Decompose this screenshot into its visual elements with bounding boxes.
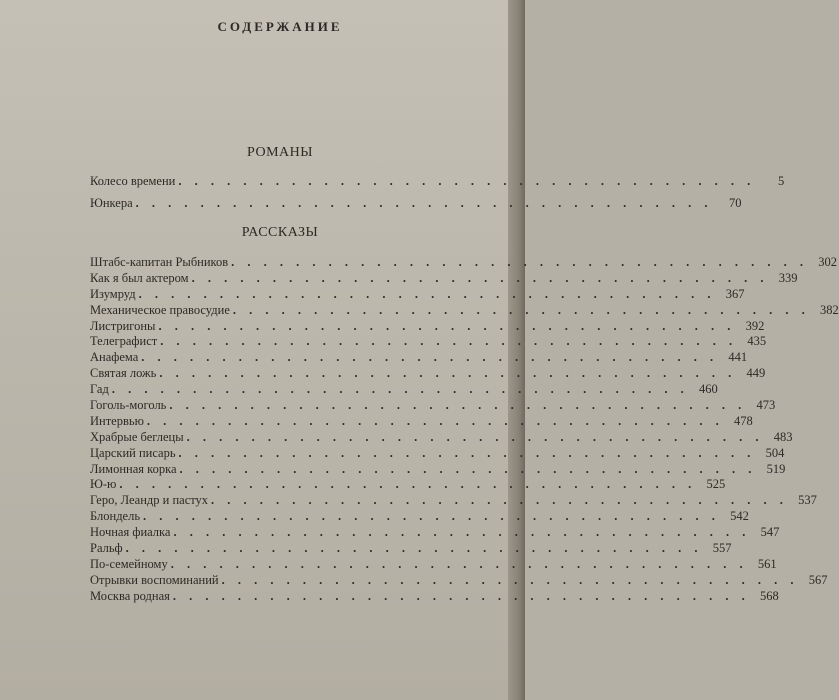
toc-entry — [90, 398, 776, 414]
toc-dot-leader: . . . . . . . . . . . . . . . . . . . . . . . . . . . . . . . . . . . . — [178, 445, 756, 460]
toc-entry-page: 382 — [820, 302, 839, 317]
toc-entry-page: 537 — [798, 493, 817, 508]
toc-entry-page: 70 — [729, 196, 742, 210]
toc-entry — [90, 366, 766, 382]
toc-entry-page: 473 — [756, 398, 776, 413]
toc-entry-page: 367 — [725, 286, 745, 301]
toc-entry-page: 567 — [808, 572, 828, 587]
toc-entry-title: Геро, Леандр и пастух — [90, 493, 209, 508]
toc-dot-leader: . . . . . . . . . . . . . . . . . . . . . . . . . . . . . . . . . . . . — [135, 196, 713, 210]
toc-dot-leader: . . . . . . . . . . . . . . . . . . . . . . . . . . . . . . . . . . . . — [231, 255, 809, 269]
toc-entry-page: 478 — [734, 413, 753, 428]
toc-entry-page: 392 — [745, 318, 765, 333]
toc-entry-title: Телеграфист — [90, 334, 158, 349]
toc-entry — [90, 196, 742, 218]
toc-entry-title: Листригоны — [90, 318, 156, 333]
toc-entry — [90, 302, 839, 319]
toc-dot-leader: . . . . . . . . . . . . . . . . . . . . . . . . . . . . . . . . . . . . — [160, 334, 738, 349]
page-title: СОДЕРЖАНИЕ — [217, 19, 343, 34]
toc-entry — [90, 350, 748, 366]
toc-dot-leader: . . . . . . . . . . . . . . . . . . . . . . . . . . . . . . . . . . . . — [211, 493, 788, 508]
toc-entry — [90, 413, 753, 430]
toc-entry-title: Колесо времени — [90, 174, 176, 188]
toc-dot-leader: . . . . . . . . . . . . . . . . . . . . . . . . . . . . . . . . . . . . — [125, 541, 703, 556]
toc-entry-page: 561 — [757, 556, 777, 571]
toc-entry — [90, 286, 745, 303]
toc-entry-title: Лимонная корка — [90, 461, 177, 476]
toc-entry-title: Гад — [90, 382, 109, 397]
toc-entry-title: Ночная фиалка — [90, 525, 171, 540]
toc-entry — [90, 461, 786, 478]
toc-entry — [90, 318, 765, 335]
toc-entry-title: Ральф — [90, 541, 123, 556]
toc-entry-page: 441 — [728, 350, 748, 365]
toc-entry — [90, 382, 718, 398]
toc-dot-leader: . . . . . . . . . . . . . . . . . . . . . . . . . . . . . . . . . . . . — [169, 398, 747, 413]
toc-entry-page: 302 — [818, 255, 838, 269]
toc-entry-page: 460 — [698, 382, 718, 397]
toc-entry-page: 519 — [766, 461, 786, 476]
toc-entry-page: 504 — [765, 445, 785, 460]
toc-entry-page: 557 — [712, 541, 732, 556]
toc-dot-leader: . . . . . . . . . . . . . . . . . . . . . . . . . . . . . . . . . . . . — [191, 270, 769, 285]
section-title-novels: РОМАНЫ — [247, 145, 313, 160]
toc-entry-title: Блондель — [90, 509, 141, 524]
toc-entry-title: Интервью — [90, 413, 144, 428]
toc-entry-page: 568 — [760, 588, 779, 603]
stories-list — [90, 255, 839, 605]
toc-entry-title: Механическое правосудие — [90, 302, 230, 317]
toc-entry-title: Изумруд — [90, 286, 136, 301]
toc-entry — [90, 477, 726, 493]
toc-entry-page: 449 — [746, 366, 766, 381]
toc-dot-leader: . . . . . . . . . . . . . . . . . . . . . . . . . . . . . . . . . . . . — [172, 588, 750, 603]
toc-entry — [90, 588, 779, 605]
toc-entry-page: 435 — [747, 334, 767, 349]
toc-dot-leader: . . . . . . . . . . . . . . . . . . . . . . . . . . . . . . . . . . . . — [178, 174, 756, 188]
toc-dot-leader: . . . . . . . . . . . . . . . . . . . . . . . . . . . . . . . . . . . . — [221, 572, 799, 587]
toc-dot-leader: . . . . . . . . . . . . . . . . . . . . . . . . . . . . . . . . . . . . — [158, 318, 736, 333]
toc-entry — [90, 572, 828, 589]
toc-entry — [90, 270, 798, 287]
toc-dot-leader: . . . . . . . . . . . . . . . . . . . . . . . . . . . . . . . . . . . . — [232, 302, 810, 317]
toc-dot-leader: . . . . . . . . . . . . . . . . . . . . . . . . . . . . . . . . . . . . — [146, 413, 724, 428]
toc-entry-title: Отрывки воспоминаний — [90, 572, 219, 587]
toc-entry — [90, 445, 785, 462]
toc-entry-title: Царский писарь — [90, 445, 176, 460]
toc-entry-title: Юнкера — [90, 196, 133, 210]
toc-entry-title: Гоголь-моголь — [90, 398, 167, 413]
toc-dot-leader: . . . . . . . . . . . . . . . . . . . . . . . . . . . . . . . . . . . . — [143, 509, 720, 524]
toc-entry — [90, 334, 767, 350]
toc-entry — [90, 525, 780, 541]
section-title-stories: РАССКАЗЫ — [241, 225, 319, 240]
toc-entry-page: 525 — [706, 477, 726, 492]
toc-entry — [90, 556, 777, 573]
toc-entry — [90, 541, 732, 557]
toc-dot-leader: . . . . . . . . . . . . . . . . . . . . . . . . . . . . . . . . . . . . — [159, 366, 737, 381]
toc-entry-page: 339 — [778, 270, 798, 285]
toc-entry — [90, 493, 817, 509]
novels-list — [90, 174, 785, 218]
toc-entry-page: 547 — [760, 525, 780, 540]
toc-dot-leader: . . . . . . . . . . . . . . . . . . . . . . . . . . . . . . . . . . . . — [179, 461, 757, 476]
toc-dot-leader: . . . . . . . . . . . . . . . . . . . . . . . . . . . . . . . . . . . . — [138, 286, 716, 301]
toc-entry — [90, 429, 793, 446]
toc-entry-title: Москва родная — [90, 588, 170, 603]
toc-dot-leader: . . . . . . . . . . . . . . . . . . . . . . . . . . . . . . . . . . . . — [119, 477, 697, 492]
toc-dot-leader: . . . . . . . . . . . . . . . . . . . . . . . . . . . . . . . . . . . . — [111, 382, 689, 397]
toc-entry — [90, 174, 785, 196]
toc-entry-title: По-семейному — [90, 556, 168, 571]
toc-dot-leader: . . . . . . . . . . . . . . . . . . . . . . . . . . . . . . . . . . . . — [173, 525, 751, 540]
toc-dot-leader: . . . . . . . . . . . . . . . . . . . . . . . . . . . . . . . . . . . . — [170, 556, 748, 571]
toc-entry-page: 483 — [773, 429, 793, 444]
toc-entry-title: Святая ложь — [90, 366, 157, 381]
toc-entry-page: 5 — [777, 174, 785, 188]
toc-entry-title: Ю-ю — [90, 477, 117, 492]
toc-entry-title: Храбрые беглецы — [90, 429, 184, 444]
toc-entry-title: Как я был актером — [90, 270, 189, 285]
toc-dot-leader: . . . . . . . . . . . . . . . . . . . . . . . . . . . . . . . . . . . . — [186, 429, 764, 444]
toc-entry-title: Анафема — [90, 350, 139, 365]
toc-entry-title: Штабс-капитан Рыбников — [90, 255, 229, 269]
toc-dot-leader: . . . . . . . . . . . . . . . . . . . . . . . . . . . . . . . . . . . . — [141, 350, 719, 365]
toc-entry — [90, 509, 749, 525]
toc-entry-page: 542 — [730, 509, 749, 524]
toc-entry — [90, 255, 838, 271]
